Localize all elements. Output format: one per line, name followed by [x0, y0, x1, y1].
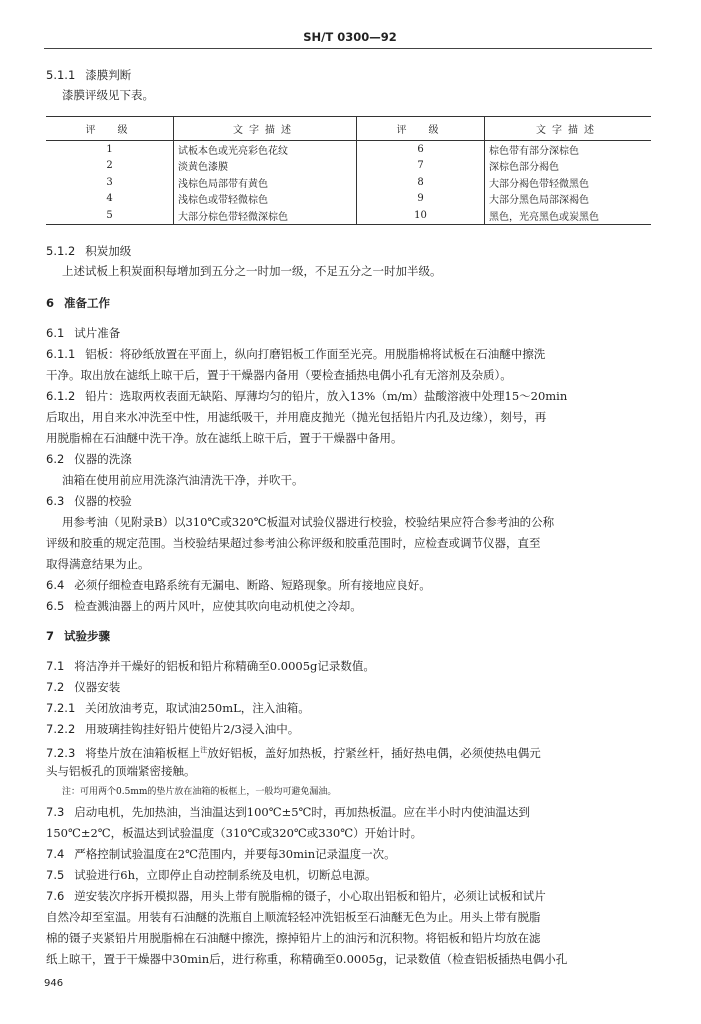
paragraph-line: 150℃±2℃，板温达到试验温度（310℃或320℃或330℃）开始计时。 [46, 826, 423, 840]
section-title: 试片准备 [74, 326, 121, 340]
paragraph-text: 关闭放油考克，取试油250mL，注入油箱。 [85, 701, 310, 715]
section-6-5 [46, 599, 362, 613]
section-5-1-1-heading [46, 68, 131, 82]
grade-cell: 3 [106, 176, 113, 188]
section-7-2-heading [46, 680, 120, 694]
description-cell: 大部分黑色局部深褐色 [485, 191, 652, 208]
paragraph-line: 油箱在使用前应用洗涤汽油清洗干净，并吹干。 [62, 473, 304, 487]
section-title: 仪器的洗涤 [74, 452, 132, 466]
section-title: 仪器的校验 [74, 494, 132, 508]
paragraph-text: 铝板：将砂纸放置在平面上，纵向打磨铝板工作面至光亮。用脱脂棉将试板在石油醚中擦洗 [85, 347, 546, 361]
table-row [46, 141, 651, 158]
section-title: 试验步骤 [64, 629, 111, 643]
table-row [46, 207, 651, 224]
table-row [46, 158, 651, 175]
column-header: 文字描述 [485, 117, 652, 141]
section-number: 5.1.1 [46, 68, 76, 82]
paragraph-line: 棉的镊子夹紧铅片用脱脂棉在石油醚中擦洗，擦掉铅片上的油污和沉积物。将铝板和铅片均放在滤 [46, 931, 541, 945]
section-6-heading [46, 296, 110, 310]
paragraph-text: 逆安装次序拆开模拟器，用头上带有脱脂棉的镊子，小心取出铝板和铅片，必须让试板和试片 [74, 889, 546, 903]
section-number: 7.5 [46, 868, 65, 882]
paragraph-line: 用脱脂棉在石油醚中洗干净。放在滤纸上晾干后，置于干燥器中备用。 [46, 431, 403, 445]
paragraph-text: 铅片：选取两枚表面无缺陷、厚薄均匀的铅片，放入13%（m/m）盐酸溶液中处理15～20min [85, 389, 568, 403]
description-cell: 浅棕色局部带有黄色 [174, 174, 357, 191]
table-header-row [46, 117, 651, 141]
section-number: 5.1.2 [46, 244, 76, 258]
section-number: 6.2 [46, 452, 65, 466]
paragraph-text: 将洁净并干燥好的铝板和铅片称精确至0.0005g记录数值。 [74, 659, 375, 673]
section-number: 6.5 [46, 599, 65, 613]
document-header: SH/T 0300—92 [303, 30, 397, 44]
description-cell: 棕色带有部分深棕色 [485, 141, 652, 158]
paragraph-text: 启动电机，先加热油，当油温达到100℃±5℃时，再加热板温。应在半小时内使油温达到 [74, 805, 530, 819]
column-header: 评 级 [46, 117, 174, 141]
paragraph-text: 将垫片放在油箱板框上 [85, 745, 201, 760]
paragraph-line: 自然冷却至室温。用装有石油醚的洗瓶自上顺流轻轻冲洗铝板至石油醚无色为止。用头上带有脱脂 [46, 910, 541, 924]
section-number: 7.4 [46, 847, 65, 861]
description-cell: 大部分褐色带轻微黑色 [485, 174, 652, 191]
section-7-2-2 [46, 722, 299, 736]
section-number: 6.4 [46, 578, 65, 592]
section-number: 7.2 [46, 680, 65, 694]
paragraph-text: 用玻璃挂钩挂好铅片使铅片2/3浸入油中。 [85, 722, 300, 736]
section-7-3 [46, 805, 530, 819]
paragraph-text: 必须仔细检查电路系统有无漏电、断路、短路现象。所有接地应良好。 [74, 578, 431, 592]
paragraph-text: 放好铝板，盖好加热板，拧紧丝杆，插好热电偶，必须使热电偶元 [207, 745, 541, 760]
grade-cell: 1 [106, 143, 113, 155]
description-cell: 试板本色或光亮彩色花纹 [174, 141, 357, 158]
paragraph: 漆膜评级见下表。 [62, 88, 154, 102]
grade-cell: 9 [417, 193, 424, 205]
section-7-5 [46, 868, 377, 882]
section-number: 6.1.1 [46, 347, 76, 361]
paragraph: 上述试板上积炭面积每增加到五分之一时加一级，不足五分之一时加半级。 [62, 264, 442, 278]
section-number: 7.2.2 [46, 722, 76, 736]
section-number: 7 [46, 629, 55, 643]
paragraph-line: 纸上晾干，置于干燥器中30min后，进行称重，称精确至0.0005g，记录数值（检查铝板插热电偶小孔 [46, 952, 568, 966]
section-7-2-1 [46, 701, 310, 715]
section-number: 7.2.1 [46, 701, 76, 715]
description-cell: 淡黄色漆膜 [174, 158, 357, 175]
section-number: 7.2.3 [46, 745, 76, 760]
paragraph-line: 用参考油（见附录B）以310℃或320℃板温对试验仪器进行校验，校验结果应符合参考油的公称 [62, 515, 555, 529]
section-title: 准备工作 [64, 296, 111, 310]
section-6-4 [46, 578, 431, 592]
section-number: 7.1 [46, 659, 65, 673]
section-title: 积炭加级 [85, 244, 132, 258]
column-header: 文字描述 [174, 117, 357, 141]
section-number: 6.1.2 [46, 389, 76, 403]
note: 注：可用两个0.5mm的垫片放在油箱的板框上，一般均可避免漏油。 [62, 787, 337, 797]
paragraph-line [46, 347, 545, 361]
paragraph-line: 后取出，用自来水冲洗至中性，用滤纸吸干，并用鹿皮抛光（抛光包括铅片内孔及边缘），刻号，再 [46, 410, 547, 424]
section-title: 漆膜判断 [85, 68, 132, 82]
grade-cell: 2 [106, 160, 113, 172]
rating-table [46, 116, 651, 225]
column-header: 评 级 [357, 117, 485, 141]
table-row [46, 191, 651, 208]
paragraph-line: 头与铝板孔的顶端紧密接触。 [46, 764, 196, 778]
description-cell: 大部分棕色带轻微深棕色 [174, 207, 357, 224]
description-cell: 深棕色部分褐色 [485, 158, 652, 175]
section-7-6 [46, 889, 546, 903]
section-5-1-2-heading [46, 244, 131, 258]
grade-cell: 4 [106, 193, 113, 205]
grade-cell: 6 [417, 143, 424, 155]
section-title: 仪器安装 [74, 680, 121, 694]
section-number: 6.3 [46, 494, 65, 508]
description-cell: 黑色，光亮黑色或炭黑色 [485, 207, 652, 224]
section-6-2-heading [46, 452, 132, 466]
section-7-4 [46, 847, 396, 861]
description-cell: 浅棕色或带轻微棕色 [174, 191, 357, 208]
section-7-heading [46, 629, 110, 643]
section-number: 6.1 [46, 326, 65, 340]
grade-cell: 5 [46, 207, 174, 224]
section-7-1 [46, 659, 375, 673]
paragraph-text: 检查溅油器上的两片风叶，应使其吹向电动机使之冷却。 [74, 599, 362, 613]
section-7-2-3 [46, 743, 541, 760]
paragraph-line: 干净。取出放在滤纸上晾干后，置于干燥器内备用（要检查插热电偶小孔有无溶剂及杂质）。 [46, 368, 512, 382]
paragraph-text: 试验进行6h，立即停止自动控制系统及电机，切断总电源。 [74, 868, 377, 882]
page-number: 946 [44, 978, 64, 989]
grade-cell: 10 [357, 207, 485, 224]
paragraph-line: 取得满意结果为止。 [46, 557, 150, 571]
footnote-marker: 注 [200, 746, 208, 754]
grade-cell: 7 [417, 160, 424, 172]
section-6-1-heading [46, 326, 120, 340]
section-number: 7.6 [46, 889, 65, 903]
section-number: 6 [46, 296, 55, 310]
table-row [46, 174, 651, 191]
section-6-3-heading [46, 494, 132, 508]
grade-cell: 8 [417, 176, 424, 188]
paragraph-line [46, 389, 567, 403]
header-rule [44, 48, 652, 49]
paragraph-line: 评级和胶重的规定范围。当校验结果超过参考油公称评级和胶重范围时，应检查或调节仪器，直至 [46, 536, 541, 550]
paragraph-text: 严格控制试验温度在2℃范围内，并要每30min记录温度一次。 [74, 847, 396, 861]
section-number: 7.3 [46, 805, 65, 819]
